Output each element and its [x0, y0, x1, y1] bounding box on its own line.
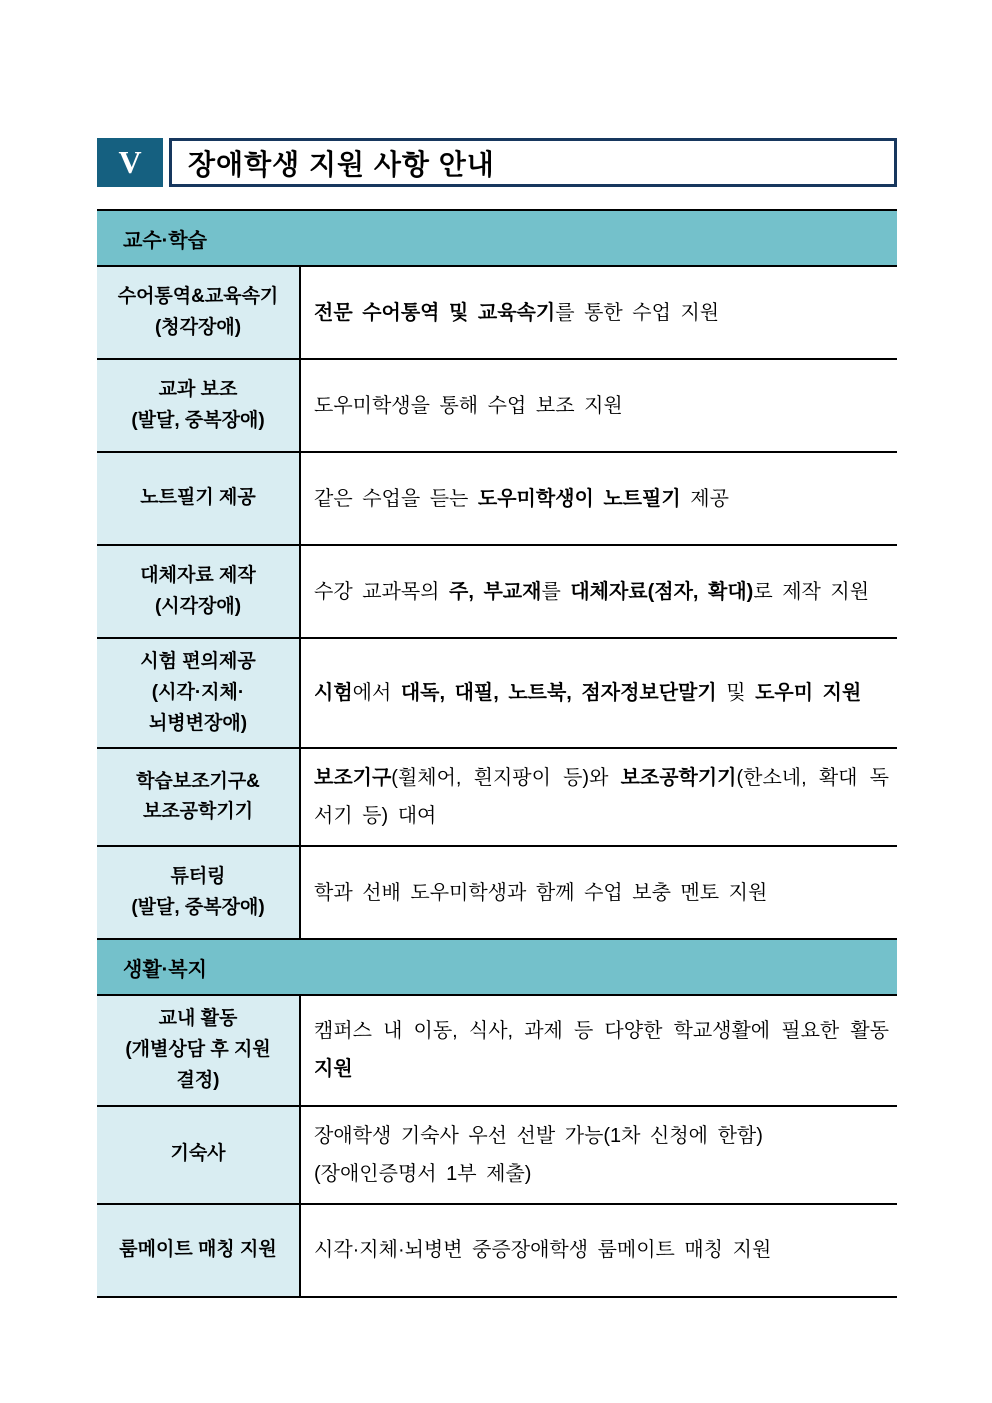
row-content-line — [314, 573, 889, 611]
text-run: 같은 수업을 듣는 — [314, 487, 478, 510]
text-run: 보조기구 — [314, 767, 392, 790]
row-content-line — [314, 387, 889, 425]
row-label — [97, 453, 301, 544]
text-run: 를 통한 수업 지원 — [555, 301, 720, 324]
text-run: 지원 — [314, 1058, 353, 1081]
table-row — [97, 453, 897, 546]
row-label-line: (발달, 중복장애) — [131, 896, 265, 918]
row-label-line: 뇌병변장애) — [148, 712, 248, 734]
row-content-line — [314, 759, 889, 835]
row-content — [301, 639, 897, 747]
row-label-line: 수어통역&교육속기 — [117, 285, 279, 307]
text-run: 시험 — [314, 682, 353, 705]
row-label — [97, 847, 301, 938]
row-label — [97, 546, 301, 637]
text-run: 도우미학생을 통해 수업 보조 지원 — [314, 394, 623, 417]
row-label-line: (시각장애) — [154, 595, 242, 617]
table-row — [97, 996, 897, 1106]
row-label — [97, 1107, 301, 1203]
text-run: (한소네, 확대 독서기 등) 대여 — [314, 767, 889, 828]
text-run: 주, 부교재 — [449, 580, 542, 603]
row-label — [97, 749, 301, 845]
row-label-line: 노트필기 제공 — [140, 487, 256, 509]
row-content — [301, 847, 897, 938]
text-run: 제공 — [680, 487, 729, 510]
text-run: 캠퍼스 내 이동, 식사, 과제 등 다양한 학교생활에 필요한 활동 — [314, 1020, 889, 1043]
table-row — [97, 749, 897, 847]
row-content-line — [314, 480, 889, 518]
text-run: 대독, 대필, 노트북, 점자정보단말기 — [400, 682, 717, 705]
table-row — [97, 1107, 897, 1205]
text-run: 도우미 지원 — [755, 682, 862, 705]
chapter-number: V — [118, 144, 142, 180]
row-label — [97, 360, 301, 451]
page-content — [97, 138, 897, 1298]
row-content — [301, 453, 897, 544]
text-run: 시각·지체·뇌병변 중증장애학생 룸메이트 매칭 지원 — [314, 1239, 772, 1262]
chapter-title-box — [169, 138, 897, 187]
row-label-line: 대체자료 제작 — [140, 564, 256, 586]
section-heading: 교수·학습 — [97, 211, 897, 267]
row-label-line: (발달, 중복장애) — [131, 409, 265, 431]
row-label-line: 튜터링 — [170, 866, 226, 888]
page-title: 장애학생 지원 사항 안내 — [188, 148, 495, 180]
row-content-line — [314, 674, 889, 712]
row-label-line: 기숙사 — [170, 1143, 226, 1165]
table-row — [97, 360, 897, 453]
row-label-line: (시각·지체· — [151, 681, 245, 703]
row-label — [97, 639, 301, 747]
text-run: 학과 선배 도우미학생과 함께 수업 보충 멘토 지원 — [314, 881, 768, 904]
row-content-line — [314, 1012, 889, 1088]
row-content — [301, 749, 897, 845]
row-label — [97, 1205, 301, 1296]
row-label-line: 룸메이트 매칭 지원 — [119, 1238, 277, 1260]
text-run: 장애학생 기숙사 우선 선발 가능(1차 신청에 한함) — [314, 1124, 763, 1147]
row-label-line: 시험 편의제공 — [140, 651, 256, 672]
row-content-line — [314, 1117, 889, 1155]
row-label-line: (개별상담 후 지원 — [125, 1039, 271, 1061]
row-content — [301, 1205, 897, 1296]
row-label — [97, 996, 301, 1104]
text-run: 보조공학기기 — [620, 767, 737, 790]
table-row — [97, 847, 897, 940]
text-run: 대체자료(점자, 확대) — [570, 580, 754, 603]
text-run: 도우미학생이 노트필기 — [477, 487, 681, 510]
chapter-number-badge — [97, 138, 163, 187]
row-label — [97, 267, 301, 358]
section-heading: 생활·복지 — [97, 940, 897, 996]
table-row — [97, 639, 897, 749]
row-content-line — [314, 294, 889, 332]
row-content — [301, 1107, 897, 1203]
text-run: 에서 — [352, 682, 401, 705]
text-run: 로 제작 지원 — [753, 580, 870, 603]
text-run: 전문 수어통역 및 교육속기 — [314, 301, 556, 324]
row-label-line: 교내 활동 — [158, 1008, 238, 1030]
row-content-line — [314, 874, 889, 912]
text-run: (휠체어, 흰지팡이 등)와 — [391, 767, 621, 790]
row-content-line — [314, 1231, 889, 1269]
row-label-line: 교과 보조 — [158, 378, 238, 400]
table-row — [97, 1205, 897, 1298]
row-label-line: 결정) — [176, 1069, 220, 1091]
table-row — [97, 546, 897, 639]
support-table — [97, 209, 897, 1298]
text-run: 수강 교과목의 — [314, 580, 450, 603]
row-label-line: 학습보조기구& — [136, 770, 260, 792]
row-label-line: (청각장애) — [154, 316, 242, 338]
row-content-line — [314, 1155, 889, 1193]
row-content — [301, 996, 897, 1104]
row-content — [301, 360, 897, 451]
row-content — [301, 546, 897, 637]
text-run: 및 — [716, 682, 756, 705]
text-run: (장애인증명서 1부 제출) — [314, 1162, 532, 1185]
row-content — [301, 267, 897, 358]
row-label-line: 보조공학기기 — [142, 801, 254, 823]
chapter-header — [97, 138, 897, 187]
table-row — [97, 267, 897, 360]
text-run: 를 — [541, 580, 571, 603]
